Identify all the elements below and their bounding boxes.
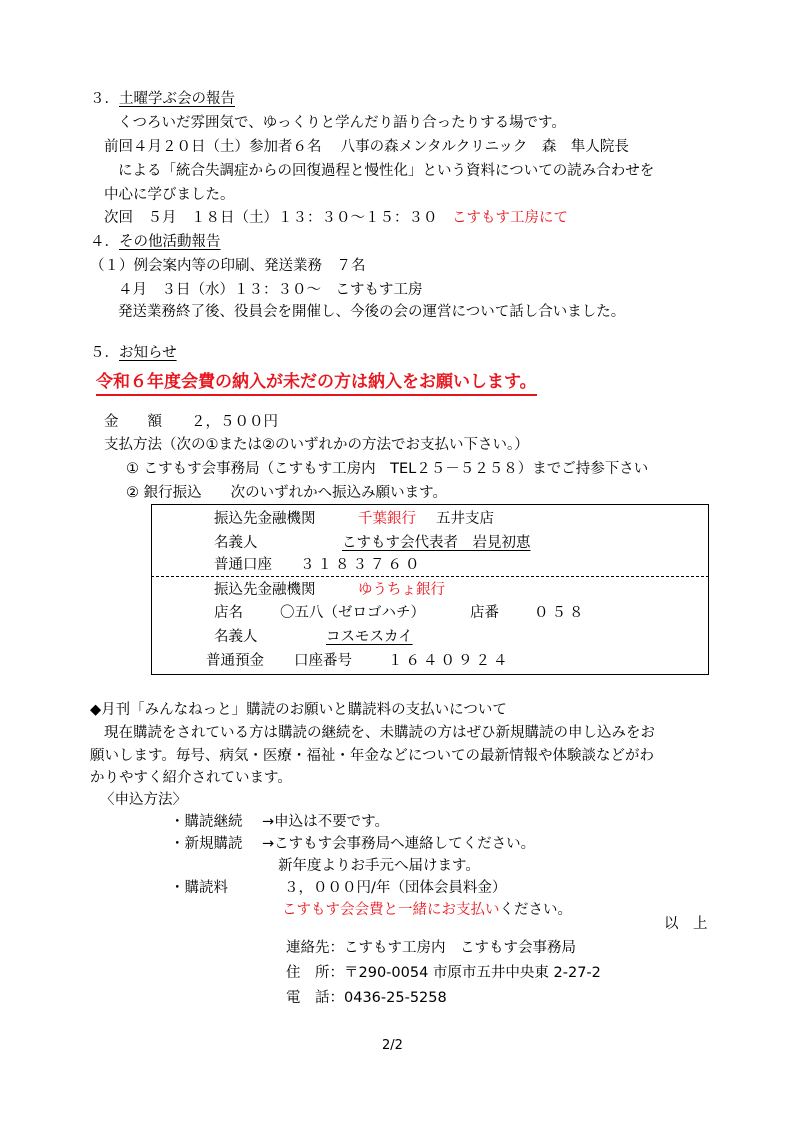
payment-method: 支払方法（次の①または②のいずれかの方法でお支払い下さい。） [104,437,529,453]
bank1-holder [214,535,531,551]
section4-item1-desc: 発送業務終了後、役員会を開催し、今後の会の運営について話し合いました。 [118,304,626,320]
fee-note-rest: ください。 [499,902,572,918]
institution-label: 振込先金融機関 [214,511,316,527]
bank2-store [214,605,587,621]
fee-text: ３，０００円/年（団体会員料金） [284,880,507,896]
section3-line3: 中心に学びました。 [104,187,235,203]
bank2-account-number: １６４０９２４ [388,653,511,669]
next-session-date: 次回 ５月 １８日（土）１３：３０～１５：３０ [104,210,438,226]
store-number-label: 店番 [470,605,499,621]
section5-heading [90,346,177,361]
amount-label: 金 額 [104,414,162,430]
bank2-account [206,653,511,669]
bank2-institution [214,582,445,598]
phone-line: 電 話：0436-25-5258 [286,990,447,1006]
bank1-holder-name: こすもす会代表者 岩見初恵 [342,535,531,551]
application-method: 〈申込方法〉 [100,792,187,808]
fee-row [170,880,507,896]
section5-number: ５． [90,345,119,361]
page-number: 2/2 [382,1038,403,1053]
account-number-label: 口座番号 [294,653,352,669]
institution-label: 振込先金融機関 [214,582,316,598]
bank-divider [151,576,709,577]
holder-label: 名義人 [214,629,258,645]
section3-heading [90,92,235,107]
new-label: ・新規購読 [170,836,243,852]
bank2-holder-name: コスモスカイ [326,629,413,645]
continue-label: ・購読継続 [170,814,243,830]
closing: 以 上 [664,916,708,932]
section5-title: お知らせ [119,345,177,361]
continue-row [170,814,389,830]
section3-description: くつろいだ雰囲気で、ゆっくりと学んだり語り合ったりする場です。 [118,115,566,131]
minna-title: ◆月刊「みんなねっと」購読のお願いと購読料の支払いについて [90,702,507,718]
store-name: 〇五八（ゼロゴハチ） [280,605,425,621]
fee-amount [104,415,278,430]
payment-option2: ② 銀行振込 次のいずれかへ振込み願います。 [126,485,447,501]
continue-text: →申込は不要です。 [262,814,389,830]
minna-para2: 願いします。毎号、病気・医療・福祉・年金などについての最新情報や体験談などがわ [90,748,655,764]
section3-number: ３． [90,91,119,107]
bank1-account-number: ３１８３７６０ [300,557,423,573]
holder-label: 名義人 [214,535,258,551]
section3-line2: による「統合失調症からの回復過程と慢性化」という資料についての読み合わせを [118,163,655,179]
new-text: →こすもす会事務局へ連絡してください。 [262,836,536,852]
section3-line1: 前回４月２０日（土）参加者６名 八事の森メンタルクリニック 森 隼人院長 [104,139,629,155]
bank1-name: 千葉銀行 [358,511,416,527]
section4-heading [90,235,221,250]
amount-value: ２，５００円 [191,414,278,430]
new-row [170,836,536,852]
fee-note [282,903,572,918]
section4-number: ４． [90,234,119,250]
new-text-line2: 新年度よりお手元へ届けます。 [278,858,480,874]
payment-option1: ① こすもす会事務局（こすもす工房内 TEL２５－５２５８）までご持参下さい [126,461,649,477]
bank2-name: ゆうちょ銀行 [358,582,445,598]
fee-label: ・購読料 [170,880,228,896]
next-session-place: こすもす工房にて [452,210,568,226]
bank1-institution [214,511,494,527]
section4-item1-date: ４月 ３日（水）１３：３０～ こすもす工房 [118,282,423,298]
contact-line: 連絡先：こすもす工房内 こすもす会事務局 [286,940,576,956]
address-line: 住 所：〒290-0054 市原市五井中央東 2-27-2 [286,965,601,981]
minna-para1: 現在購読をされている方は購読の継続を、未購読の方はぜひ新規購読の申し込みをお [104,725,655,741]
section4-title: その他活動報告 [119,234,221,250]
minna-para3: かりやすく紹介されています。 [90,770,292,786]
section3-title: 土曜学ぶ会の報告 [119,91,235,107]
section4-item1: （１）例会案内等の印刷、発送業務 ７名 [90,258,366,274]
store-label: 店名 [214,605,243,621]
deposit-label: 普通預金 [206,653,264,669]
bank1-branch: 五井支店 [436,511,494,527]
section3-next [104,211,568,226]
bank1-account [214,557,423,573]
bank2-holder [214,629,413,645]
store-number: ０５８ [534,605,587,621]
fee-notice: 令和６年度会費の納入が未だの方は納入をお願いします。 [96,374,537,396]
account-label: 普通口座 [214,557,272,573]
fee-note-highlight: こすもす会会費と一緒にお支払い [282,902,500,918]
